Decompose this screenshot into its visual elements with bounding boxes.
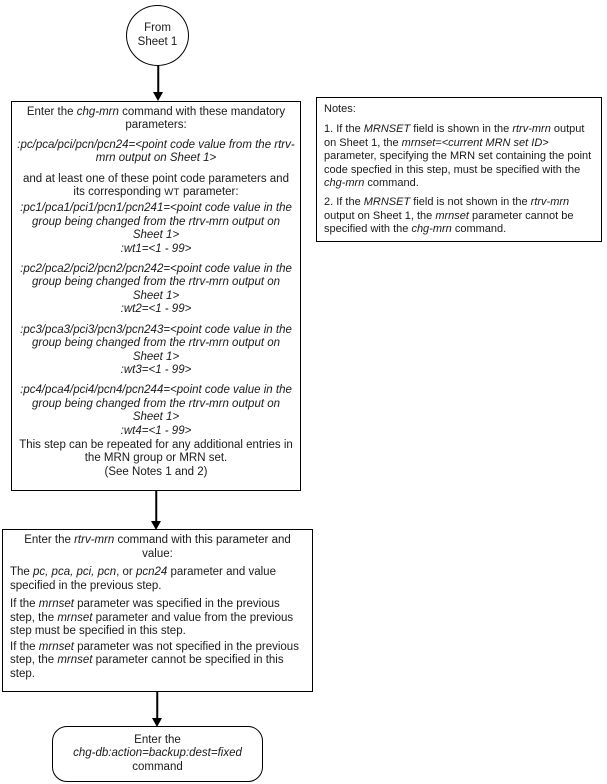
text-run: parameter: — [179, 186, 239, 199]
arrow-shaft — [157, 65, 159, 94]
text-run: parameter, specifying the MRN set containing the point code specfied in this step, must be specified with the — [324, 150, 592, 176]
paragraph — [10, 598, 305, 639]
italic-text-run: mrnset — [38, 640, 74, 653]
text-run: output on Sheet 1, the — [324, 123, 585, 149]
connector-label-line1: From — [144, 22, 171, 34]
flow-arrow-1 — [152, 65, 164, 101]
paragraph — [16, 384, 296, 424]
rtrv-mrn-command-box — [2, 529, 313, 692]
text-run: field is shown in the — [410, 123, 513, 136]
italic-text-run: mrnset — [57, 654, 93, 666]
text-run: command. — [364, 177, 419, 190]
paragraph — [16, 303, 296, 316]
paragraph — [16, 324, 296, 364]
paragraph — [10, 641, 305, 682]
italic-text-run: chg-mrn — [411, 223, 452, 236]
text-run: The — [10, 566, 34, 578]
italic-text-run: MRNSET — [363, 196, 411, 209]
text-run: parameter cannot be specified in this step. — [10, 654, 284, 680]
paragraph — [16, 202, 296, 242]
italic-text-run: :pc/pca/pci/pcn/pcn24=<point code value from the rtrv-mrn output on Sheet 1> — [17, 138, 295, 165]
paragraph — [16, 439, 296, 466]
text-run: Enter the — [134, 733, 181, 746]
paragraph — [134, 734, 181, 748]
from-sheet-1-connector — [126, 5, 189, 66]
text-run: command with this parameter and value: — [114, 534, 291, 560]
text-run: parameter and value specified in the previous step. — [10, 566, 276, 592]
italic-text-run: chg-mrn — [324, 177, 365, 190]
italic-text-run: mrnset — [435, 209, 469, 222]
text-run: command — [132, 760, 183, 773]
italic-text-run: rtrv-mrn — [512, 123, 551, 136]
paragraph — [16, 466, 296, 479]
italic-text-run: :wt3=<1 - 99> — [120, 363, 192, 376]
italic-text-run: :wt2=<1 - 99> — [120, 303, 192, 316]
italic-text-run: mrnset — [57, 611, 93, 624]
smallcaps-text-run: WT — [164, 187, 180, 199]
italic-text-run: :pc2/pca2/pci2/pcn2/pcn242=<point code value in the group being changed from the rtrv-mrn output on Sheet 1> — [20, 263, 292, 302]
paragraph — [16, 263, 296, 303]
italic-text-run: mrnset=<current MRN set ID> — [401, 136, 549, 149]
paragraph — [16, 243, 296, 256]
text-run: parameter cannot be specified with the — [324, 209, 574, 236]
paragraph — [16, 139, 296, 166]
italic-text-run: :wt1=<1 - 99> — [120, 242, 192, 255]
text-run: Enter the — [24, 534, 75, 546]
text-run: This step can be repeated for any additional entries in the MRN group or MRN set. — [19, 438, 293, 465]
flow-arrow-2 — [150, 491, 162, 530]
text-run: command with these mandatory parameters: — [118, 106, 286, 132]
italic-text-run: :pc4/pca4/pci4/pcn4/pcn244=<point code value in the group being changed from the rtrv-mrn output on Sheet 1> — [20, 384, 292, 424]
italic-text-run: rtrv-mrn — [74, 534, 115, 546]
flow-arrow-3 — [151, 692, 163, 727]
text-run: field is not shown in the — [410, 196, 531, 209]
italic-text-run: mrnset — [38, 598, 74, 610]
notes-title: Notes: — [324, 103, 356, 115]
italic-text-run: :pc3/pca3/pci3/pcn3/pcn243=<point code value in the group being changed from the rtrv-mrn output on Sheet 1> — [20, 323, 292, 363]
text-run: and at least one of these point code parameters and its corresponding — [23, 172, 289, 199]
text-run: 2. If the — [324, 196, 364, 209]
connector-label-line2: Sheet 1 — [137, 35, 178, 48]
arrow-shaft — [156, 692, 158, 720]
paragraph — [10, 534, 305, 561]
text-run: 1. If the — [324, 123, 364, 136]
text-run: If the — [10, 640, 39, 653]
text-run: Enter the — [26, 106, 77, 118]
text-run: output on Sheet 1, the — [324, 209, 436, 222]
italic-text-run: MRNSET — [363, 123, 411, 136]
text-run: , or — [116, 566, 136, 578]
paragraph — [132, 761, 183, 775]
text-run: parameter was not specified in the previous step, the — [10, 640, 299, 666]
notes-box — [316, 97, 602, 242]
paragraph — [10, 566, 305, 593]
paragraph — [324, 123, 594, 190]
arrowhead-down-icon — [153, 92, 163, 101]
italic-text-run: :wt4=<1 - 99> — [120, 424, 192, 437]
paragraph — [324, 196, 594, 236]
arrow-shaft — [155, 491, 157, 523]
italic-text-run: pcn24 — [135, 566, 168, 578]
paragraph — [16, 425, 296, 438]
paragraph — [16, 173, 296, 200]
text-run: (See Notes 1 and 2) — [104, 465, 208, 478]
chg-db-backup-terminator — [52, 726, 263, 782]
paragraph — [16, 364, 296, 377]
italic-text-run: rtrv-mrn — [530, 196, 570, 209]
italic-text-run: pc, pca, pci, pcn — [33, 566, 117, 578]
italic-text-run: chg-db:action=backup:dest=fixed — [73, 747, 242, 760]
text-run: command. — [451, 223, 507, 236]
italic-text-run: :pc1/pca1/pci1/pcn1/pcn241=<point code value in the group being changed from the rtrv-mrn output on Sheet 1> — [20, 202, 292, 242]
text-run: parameter was specified in the previous step, the — [10, 598, 280, 624]
italic-text-run: chg-mrn — [76, 106, 119, 118]
text-run: If the — [10, 598, 39, 610]
paragraph — [16, 106, 296, 133]
notes-body — [324, 123, 594, 236]
chg-mrn-command-box — [11, 101, 301, 491]
text-run: parameter and value from the previous step must be specified in this step. — [10, 611, 294, 637]
paragraph — [73, 747, 242, 761]
